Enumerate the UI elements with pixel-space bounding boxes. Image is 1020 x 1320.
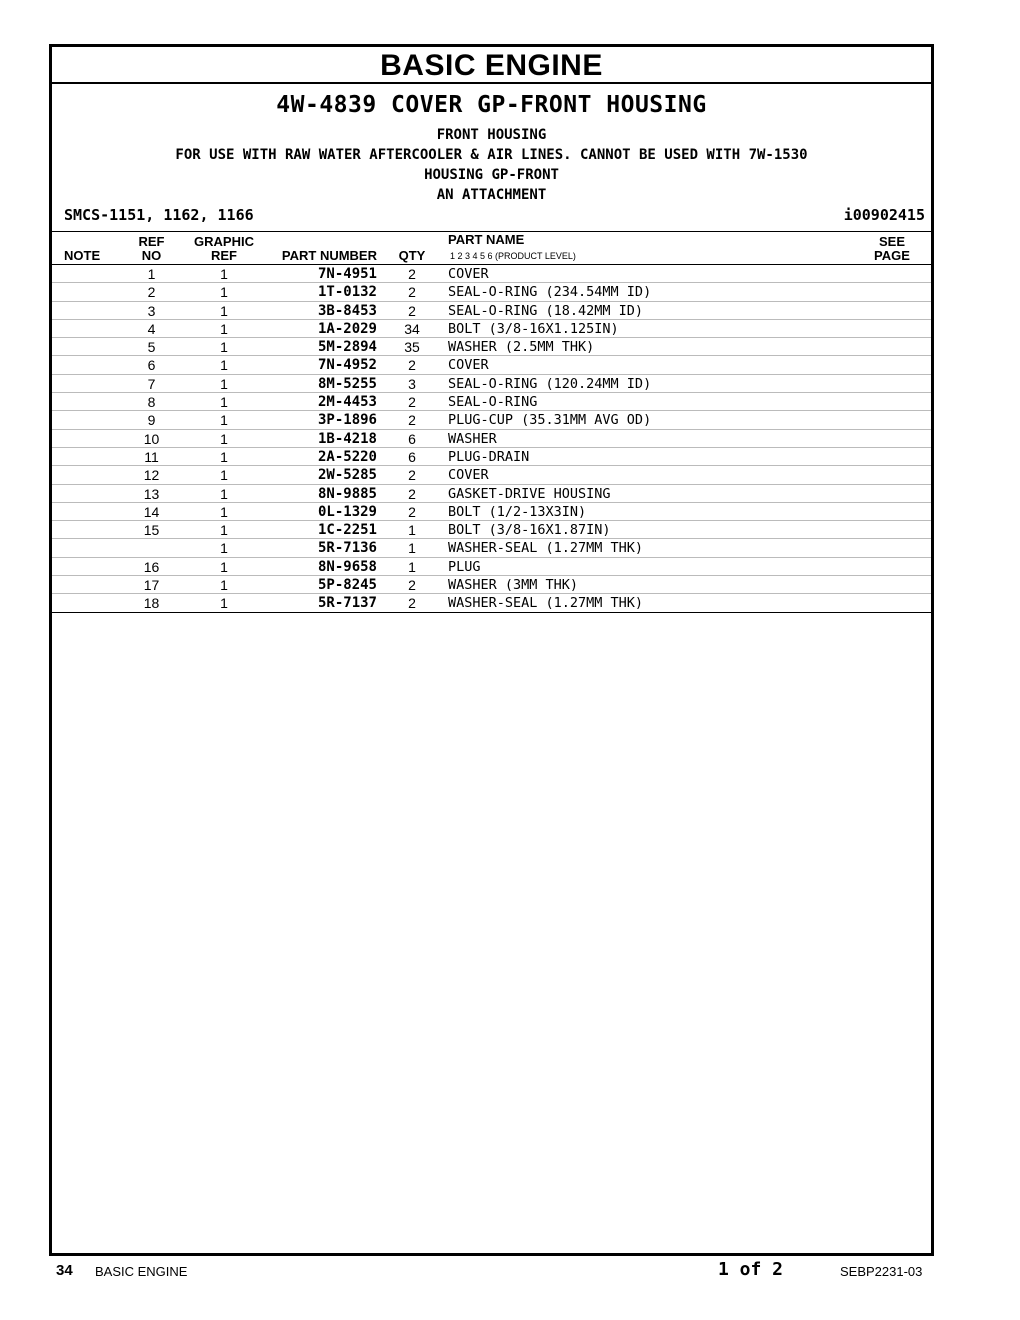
table-row bbox=[52, 503, 931, 521]
ref-no-cell: 1 bbox=[147, 266, 156, 282]
column-headers bbox=[52, 232, 931, 265]
table-row bbox=[52, 576, 931, 594]
qty-header: QTY bbox=[398, 248, 426, 263]
group-title: 4W-4839 COVER GP-FRONT HOUSING bbox=[276, 92, 707, 118]
part-name-cell: PLUG-CUP (35.31MM AVG OD) bbox=[448, 412, 652, 429]
part-name-cell: GASKET-DRIVE HOUSING bbox=[448, 485, 611, 502]
part-name-cell: WASHER-SEAL (1.27MM THK) bbox=[448, 595, 644, 612]
part-number-cell: 3P-1896 bbox=[317, 412, 377, 429]
graphic-ref-cell: 1 bbox=[220, 540, 228, 557]
part-name-cell: BOLT (1/2-13X3IN) bbox=[448, 503, 587, 520]
graphic-ref-header-top: GRAPHIC bbox=[194, 234, 254, 249]
ref-no-cell: 4 bbox=[147, 320, 156, 337]
table-row bbox=[52, 393, 931, 411]
qty-cell: 2 bbox=[408, 577, 416, 594]
ref-no-header-top: REF bbox=[138, 234, 165, 249]
group-header bbox=[52, 84, 931, 232]
part-number-cell: 8N-9658 bbox=[317, 558, 377, 575]
section-title: BASIC ENGINE bbox=[52, 47, 931, 84]
ref-no-cell: 13 bbox=[143, 485, 160, 502]
table-row bbox=[52, 521, 931, 539]
part-name-cell: WASHER bbox=[448, 430, 497, 447]
graphic-ref-cell: 1 bbox=[220, 320, 228, 337]
ref-no-header-bottom: NO bbox=[141, 248, 162, 263]
product-level-header: 1 2 3 4 5 6 (PRODUCT LEVEL) bbox=[450, 251, 576, 261]
qty-cell: 2 bbox=[408, 302, 416, 319]
part-number-cell: 8M-5255 bbox=[317, 375, 377, 392]
page-footer bbox=[0, 1258, 1020, 1288]
see-page-header-bottom: PAGE bbox=[874, 248, 910, 263]
qty-cell: 6 bbox=[408, 430, 416, 447]
part-name-header: PART NAME bbox=[448, 232, 525, 247]
ref-no-cell: 17 bbox=[143, 577, 160, 594]
part-number-cell: 2A-5220 bbox=[317, 448, 377, 465]
part-name-cell: PLUG-DRAIN bbox=[448, 448, 530, 465]
part-number-cell: 7N-4951 bbox=[317, 266, 377, 282]
part-number-cell: 5M-2894 bbox=[317, 339, 377, 356]
ref-no-cell: 8 bbox=[147, 394, 156, 411]
ref-no-cell: 3 bbox=[147, 302, 156, 319]
table-row bbox=[52, 302, 931, 320]
qty-cell: 1 bbox=[408, 522, 416, 539]
table-row bbox=[52, 539, 931, 557]
graphic-ref-cell: 1 bbox=[220, 467, 228, 484]
ref-no-cell: 6 bbox=[147, 357, 156, 374]
part-name-cell: BOLT (3/8-16X1.87IN) bbox=[448, 522, 611, 539]
part-number-cell: 2M-4453 bbox=[317, 394, 377, 411]
table-row bbox=[52, 356, 931, 374]
qty-cell: 2 bbox=[408, 412, 416, 429]
graphic-ref-cell: 1 bbox=[220, 357, 228, 374]
graphic-ref-cell: 1 bbox=[220, 522, 228, 539]
part-name-cell: PLUG bbox=[448, 558, 481, 575]
graphic-ref-header-bottom: REF bbox=[211, 248, 237, 263]
part-name-cell: BOLT (3/8-16X1.125IN) bbox=[448, 320, 619, 337]
part-number-cell: 2W-5285 bbox=[317, 467, 377, 484]
part-name-cell: COVER bbox=[448, 266, 489, 282]
page-number: 34 bbox=[56, 1262, 73, 1279]
part-name-cell: COVER bbox=[448, 467, 489, 484]
group-usage-note: FOR USE WITH RAW WATER AFTERCOOLER & AIR LINES. CANNOT BE USED WITH 7W-1530 bbox=[175, 147, 808, 163]
ref-no-cell: 15 bbox=[143, 522, 160, 539]
part-name-cell: SEAL-O-RING (18.42MM ID) bbox=[448, 302, 644, 319]
part-number-cell: 7N-4952 bbox=[317, 357, 377, 374]
graphic-ref-cell: 1 bbox=[220, 485, 228, 502]
qty-cell: 35 bbox=[404, 339, 420, 356]
qty-cell: 1 bbox=[408, 558, 416, 575]
document-id: SEBP2231-03 bbox=[840, 1264, 923, 1279]
table-row bbox=[52, 320, 931, 338]
part-number-cell: 8N-9885 bbox=[317, 485, 377, 502]
table-row bbox=[52, 411, 931, 429]
part-name-cell: SEAL-O-RING bbox=[448, 394, 538, 411]
part-number-cell: 5R-7137 bbox=[317, 595, 377, 612]
graphic-ref-cell: 1 bbox=[220, 558, 228, 575]
ref-no-cell: 5 bbox=[147, 339, 156, 356]
page-of-count: 1 of 2 bbox=[718, 1259, 784, 1280]
ref-no-cell: 10 bbox=[143, 430, 160, 447]
ref-no-cell: 12 bbox=[143, 467, 160, 484]
ref-no-cell: 2 bbox=[147, 284, 156, 301]
part-number-header: PART NUMBER bbox=[281, 248, 377, 263]
graphic-ref-cell: 1 bbox=[220, 302, 228, 319]
qty-cell: 2 bbox=[408, 266, 416, 282]
part-number-cell: 1B-4218 bbox=[317, 430, 377, 447]
part-name-cell: SEAL-O-RING (234.54MM ID) bbox=[448, 284, 652, 301]
illustration-id: i00902415 bbox=[843, 206, 925, 224]
qty-cell: 3 bbox=[408, 375, 416, 392]
part-number-cell: 1C-2251 bbox=[317, 522, 377, 539]
graphic-ref-cell: 1 bbox=[220, 448, 228, 465]
part-name-cell: WASHER (3MM THK) bbox=[448, 577, 579, 594]
table-row bbox=[52, 430, 931, 448]
qty-cell: 34 bbox=[404, 320, 420, 337]
group-housing-note: HOUSING GP-FRONT bbox=[424, 167, 559, 183]
ref-no-cell: 9 bbox=[147, 412, 156, 429]
graphic-ref-cell: 1 bbox=[220, 503, 228, 520]
ref-no-cell: 14 bbox=[143, 503, 160, 520]
parts-table-body bbox=[52, 265, 931, 613]
qty-cell: 2 bbox=[408, 284, 416, 301]
note-header: NOTE bbox=[64, 248, 101, 263]
part-name-cell: WASHER-SEAL (1.27MM THK) bbox=[448, 540, 644, 557]
part-number-cell: 0L-1329 bbox=[317, 503, 377, 520]
qty-cell: 2 bbox=[408, 394, 416, 411]
part-name-cell: COVER bbox=[448, 357, 489, 374]
smcs-codes: SMCS-1151, 1162, 1166 bbox=[64, 206, 254, 224]
ref-no-cell: 7 bbox=[147, 375, 156, 392]
table-row bbox=[52, 594, 931, 612]
qty-cell: 6 bbox=[408, 448, 416, 465]
part-name-cell: WASHER (2.5MM THK) bbox=[448, 339, 595, 356]
qty-cell: 2 bbox=[408, 595, 416, 612]
ref-no-cell: 18 bbox=[143, 595, 160, 612]
graphic-ref-cell: 1 bbox=[220, 266, 228, 282]
parts-list-frame bbox=[49, 44, 934, 1256]
group-attachment-note: AN ATTACHMENT bbox=[436, 187, 547, 203]
graphic-ref-cell: 1 bbox=[220, 394, 228, 411]
part-number-cell: 1T-0132 bbox=[317, 284, 377, 301]
graphic-ref-cell: 1 bbox=[220, 430, 228, 447]
graphic-ref-cell: 1 bbox=[220, 412, 228, 429]
table-row bbox=[52, 558, 931, 576]
table-row bbox=[52, 283, 931, 301]
group-subtitle: FRONT HOUSING bbox=[436, 127, 547, 143]
qty-cell: 2 bbox=[408, 485, 416, 502]
qty-cell: 1 bbox=[408, 540, 416, 557]
table-row bbox=[52, 375, 931, 393]
part-name-cell: SEAL-O-RING (120.24MM ID) bbox=[448, 375, 652, 392]
table-row bbox=[52, 265, 931, 283]
part-number-cell: 5R-7136 bbox=[317, 540, 377, 557]
part-number-cell: 1A-2029 bbox=[317, 320, 377, 337]
table-row bbox=[52, 466, 931, 484]
table-row bbox=[52, 338, 931, 356]
qty-cell: 2 bbox=[408, 467, 416, 484]
table-row bbox=[52, 448, 931, 466]
ref-no-cell: 16 bbox=[143, 558, 160, 575]
ref-no-cell: 11 bbox=[144, 448, 159, 465]
graphic-ref-cell: 1 bbox=[220, 577, 228, 594]
part-number-cell: 3B-8453 bbox=[317, 302, 377, 319]
part-number-cell: 5P-8245 bbox=[317, 577, 377, 594]
graphic-ref-cell: 1 bbox=[220, 284, 228, 301]
footer-section: BASIC ENGINE bbox=[95, 1264, 188, 1279]
table-row bbox=[52, 485, 931, 503]
graphic-ref-cell: 1 bbox=[220, 595, 228, 612]
graphic-ref-cell: 1 bbox=[220, 339, 228, 356]
qty-cell: 2 bbox=[408, 357, 416, 374]
graphic-ref-cell: 1 bbox=[220, 375, 228, 392]
see-page-header-top: SEE bbox=[878, 234, 905, 249]
qty-cell: 2 bbox=[408, 503, 416, 520]
